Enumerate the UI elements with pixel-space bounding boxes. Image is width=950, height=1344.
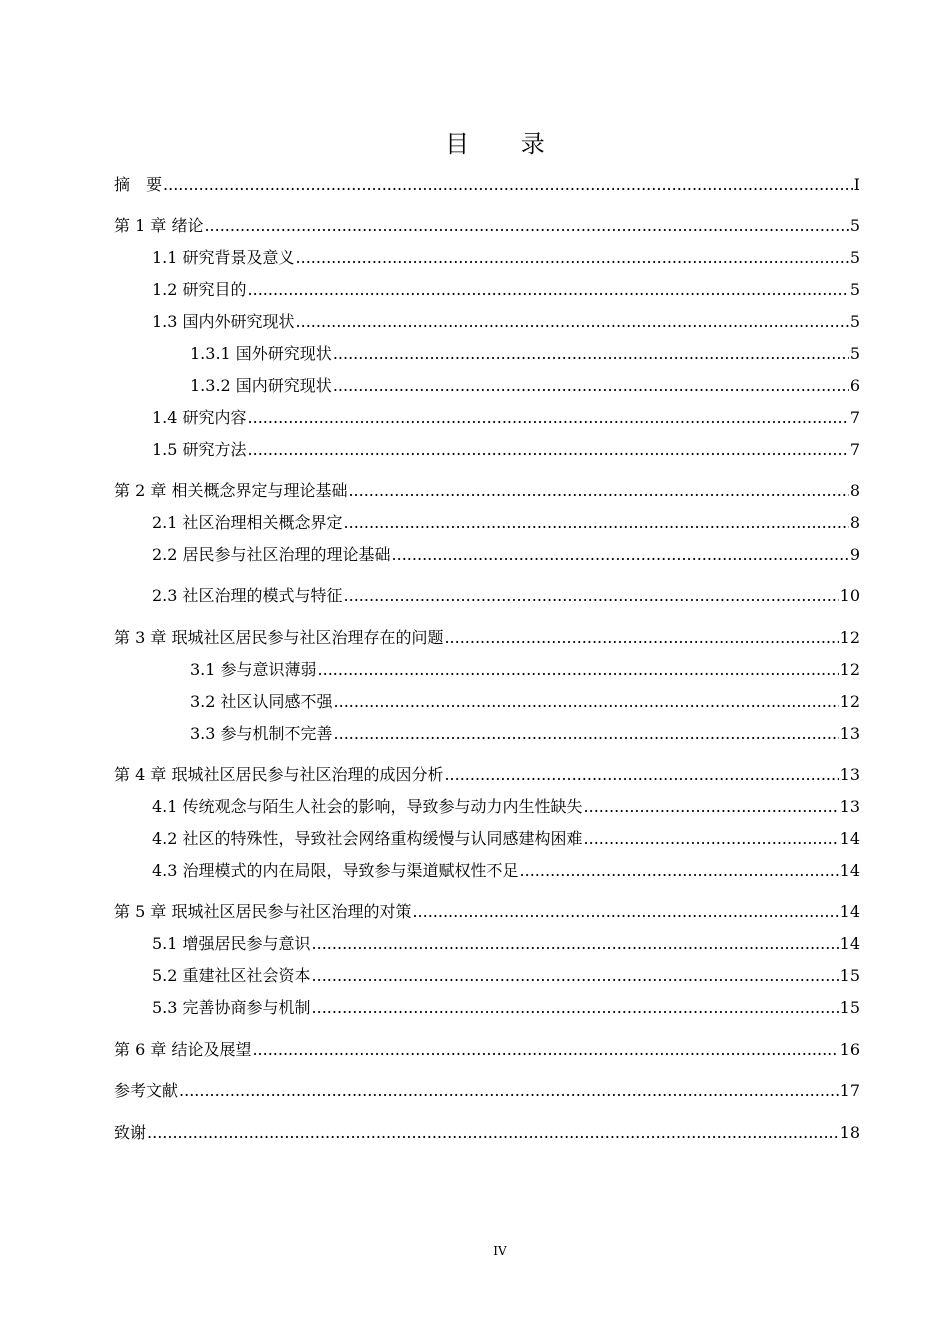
toc-page-number: 15	[839, 966, 860, 985]
toc-entry-chapter-6[interactable]	[114, 1037, 860, 1061]
toc-label: 2.1 社区治理相关概念界定	[152, 513, 343, 532]
toc-label: 1.5 研究方法	[152, 440, 247, 459]
dot-leader	[348, 481, 848, 500]
toc-page-number: 14	[839, 934, 860, 953]
dot-leader	[344, 513, 849, 532]
toc-entry-5-3[interactable]	[152, 995, 860, 1019]
toc-label: 摘 要	[114, 175, 163, 194]
dot-leader	[248, 280, 849, 299]
toc-label: 1.2 研究目的	[152, 280, 247, 299]
toc-label: 1.3.2 国内研究现状	[190, 376, 332, 395]
toc-label: 5.1 增强居民参与意识	[152, 934, 311, 953]
toc-label: 2.2 居民参与社区治理的理论基础	[152, 545, 391, 564]
toc-label: 2.3 社区治理的模式与特征	[152, 586, 343, 605]
toc-entry-3-2[interactable]	[190, 689, 860, 713]
dot-leader	[344, 586, 839, 605]
toc-page-number: 12	[839, 692, 860, 711]
toc-page-number: 5	[849, 312, 860, 331]
dot-leader	[392, 545, 849, 564]
toc-page-number: 15	[839, 998, 860, 1017]
toc-entry-chapter-5[interactable]	[114, 899, 860, 923]
toc-label: 5.2 重建社区社会资本	[152, 966, 311, 985]
toc-entry-4-3[interactable]	[152, 858, 860, 882]
toc-page-number: 5	[849, 248, 860, 267]
toc-label: 1.4 研究内容	[152, 408, 247, 427]
dot-leader	[252, 1040, 838, 1059]
toc-page-number: 12	[839, 660, 860, 679]
toc-entry-abstract[interactable]	[114, 172, 860, 196]
toc-page-number: 8	[849, 481, 860, 500]
toc-label: 1.3.1 国外研究现状	[190, 344, 332, 363]
dot-leader	[204, 216, 848, 235]
toc-entry-acknowledgements[interactable]	[114, 1120, 860, 1144]
dot-leader	[412, 902, 838, 921]
dot-leader	[333, 376, 849, 395]
toc-label: 4.2 社区的特殊性，导致社会网络重构缓慢与认同感建构困难	[152, 829, 583, 848]
dot-leader	[584, 797, 839, 816]
toc-entry-1-2[interactable]	[152, 277, 860, 301]
dot-leader	[147, 1123, 839, 1142]
toc-page-number: 5	[849, 280, 860, 299]
toc-page-number: I	[853, 175, 860, 194]
toc-entry-1-3-1[interactable]	[190, 341, 860, 365]
toc-page-number: 5	[849, 216, 860, 235]
toc-entry-4-1[interactable]	[152, 794, 860, 818]
dot-leader	[312, 934, 839, 953]
toc-label: 3.3 参与机制不完善	[190, 724, 333, 743]
dot-leader	[312, 998, 839, 1017]
toc-page-number: 8	[849, 513, 860, 532]
toc-label: 4.3 治理模式的内在局限，导致参与渠道赋权性不足	[152, 861, 519, 880]
toc-entry-references[interactable]	[114, 1078, 860, 1102]
toc-page-number: 14	[839, 861, 860, 880]
dot-leader	[296, 312, 849, 331]
toc-label: 1.3 国内外研究现状	[152, 312, 295, 331]
dot-leader	[296, 248, 849, 267]
toc-page-number: 6	[849, 376, 860, 395]
toc-label: 第 6 章 结论及展望	[114, 1040, 252, 1059]
page-title: 目 录	[445, 130, 567, 158]
toc-entry-chapter-2[interactable]	[114, 478, 860, 502]
toc-page-number: 13	[839, 765, 860, 784]
toc-entry-2-1[interactable]	[152, 510, 860, 534]
toc-label: 第 1 章 绪论	[114, 216, 204, 235]
page-footer-number: IV	[493, 1244, 507, 1258]
toc-label: 5.3 完善协商参与机制	[152, 998, 311, 1017]
toc-page-number: 17	[839, 1081, 860, 1100]
toc-entry-1-3[interactable]	[152, 309, 860, 333]
toc-label: 第 3 章 珉城社区居民参与社区治理存在的问题	[114, 628, 444, 647]
toc-label: 第 2 章 相关概念界定与理论基础	[114, 481, 348, 500]
toc-entry-chapter-3[interactable]	[114, 625, 860, 649]
toc-entry-chapter-1[interactable]	[114, 213, 860, 237]
toc-page-number: 12	[839, 628, 860, 647]
dot-leader	[179, 1081, 839, 1100]
dot-leader	[248, 440, 849, 459]
toc-label: 致谢	[114, 1123, 147, 1142]
toc-entry-5-1[interactable]	[152, 931, 860, 955]
toc-page-number: 14	[839, 902, 860, 921]
toc-page-number: 7	[849, 440, 860, 459]
toc-entry-2-2[interactable]	[152, 542, 860, 566]
toc-label: 4.1 传统观念与陌生人社会的影响，导致参与动力内生性缺失	[152, 797, 583, 816]
toc-page-number: 5	[849, 344, 860, 363]
dot-leader	[312, 966, 839, 985]
toc-label: 第 4 章 珉城社区居民参与社区治理的成因分析	[114, 765, 444, 784]
toc-label: 第 5 章 珉城社区居民参与社区治理的对策	[114, 902, 412, 921]
dot-leader	[444, 628, 838, 647]
toc-page-number: 16	[839, 1040, 860, 1059]
toc-label: 参考文献	[114, 1081, 179, 1100]
toc-entry-2-3[interactable]	[152, 583, 860, 607]
toc-entry-1-5[interactable]	[152, 437, 860, 461]
toc-entry-chapter-4[interactable]	[114, 762, 860, 786]
toc-entry-1-3-2[interactable]	[190, 373, 860, 397]
toc-entry-3-1[interactable]	[190, 657, 860, 681]
dot-leader	[584, 829, 839, 848]
toc-entry-1-1[interactable]	[152, 245, 860, 269]
dot-leader	[163, 175, 853, 194]
toc-page-number: 7	[849, 408, 860, 427]
toc-page-number: 14	[839, 829, 860, 848]
toc-page-number: 9	[849, 545, 860, 564]
dot-leader	[520, 861, 839, 880]
toc-entry-1-4[interactable]	[152, 405, 860, 429]
toc-page-number: 13	[839, 797, 860, 816]
toc-label: 3.2 社区认同感不强	[190, 692, 333, 711]
dot-leader	[318, 660, 839, 679]
toc-entry-3-3[interactable]	[190, 721, 860, 745]
dot-leader	[444, 765, 838, 784]
toc-label: 1.1 研究背景及意义	[152, 248, 295, 267]
dot-leader	[248, 408, 849, 427]
toc-page-number: 18	[839, 1123, 860, 1142]
toc-entry-5-2[interactable]	[152, 963, 860, 987]
dot-leader	[334, 692, 839, 711]
toc-page-number: 13	[839, 724, 860, 743]
toc-label: 3.1 参与意识薄弱	[190, 660, 317, 679]
toc-page-number: 10	[839, 586, 860, 605]
toc-entry-4-2[interactable]	[152, 826, 860, 850]
dot-leader	[334, 724, 839, 743]
dot-leader	[333, 344, 849, 363]
